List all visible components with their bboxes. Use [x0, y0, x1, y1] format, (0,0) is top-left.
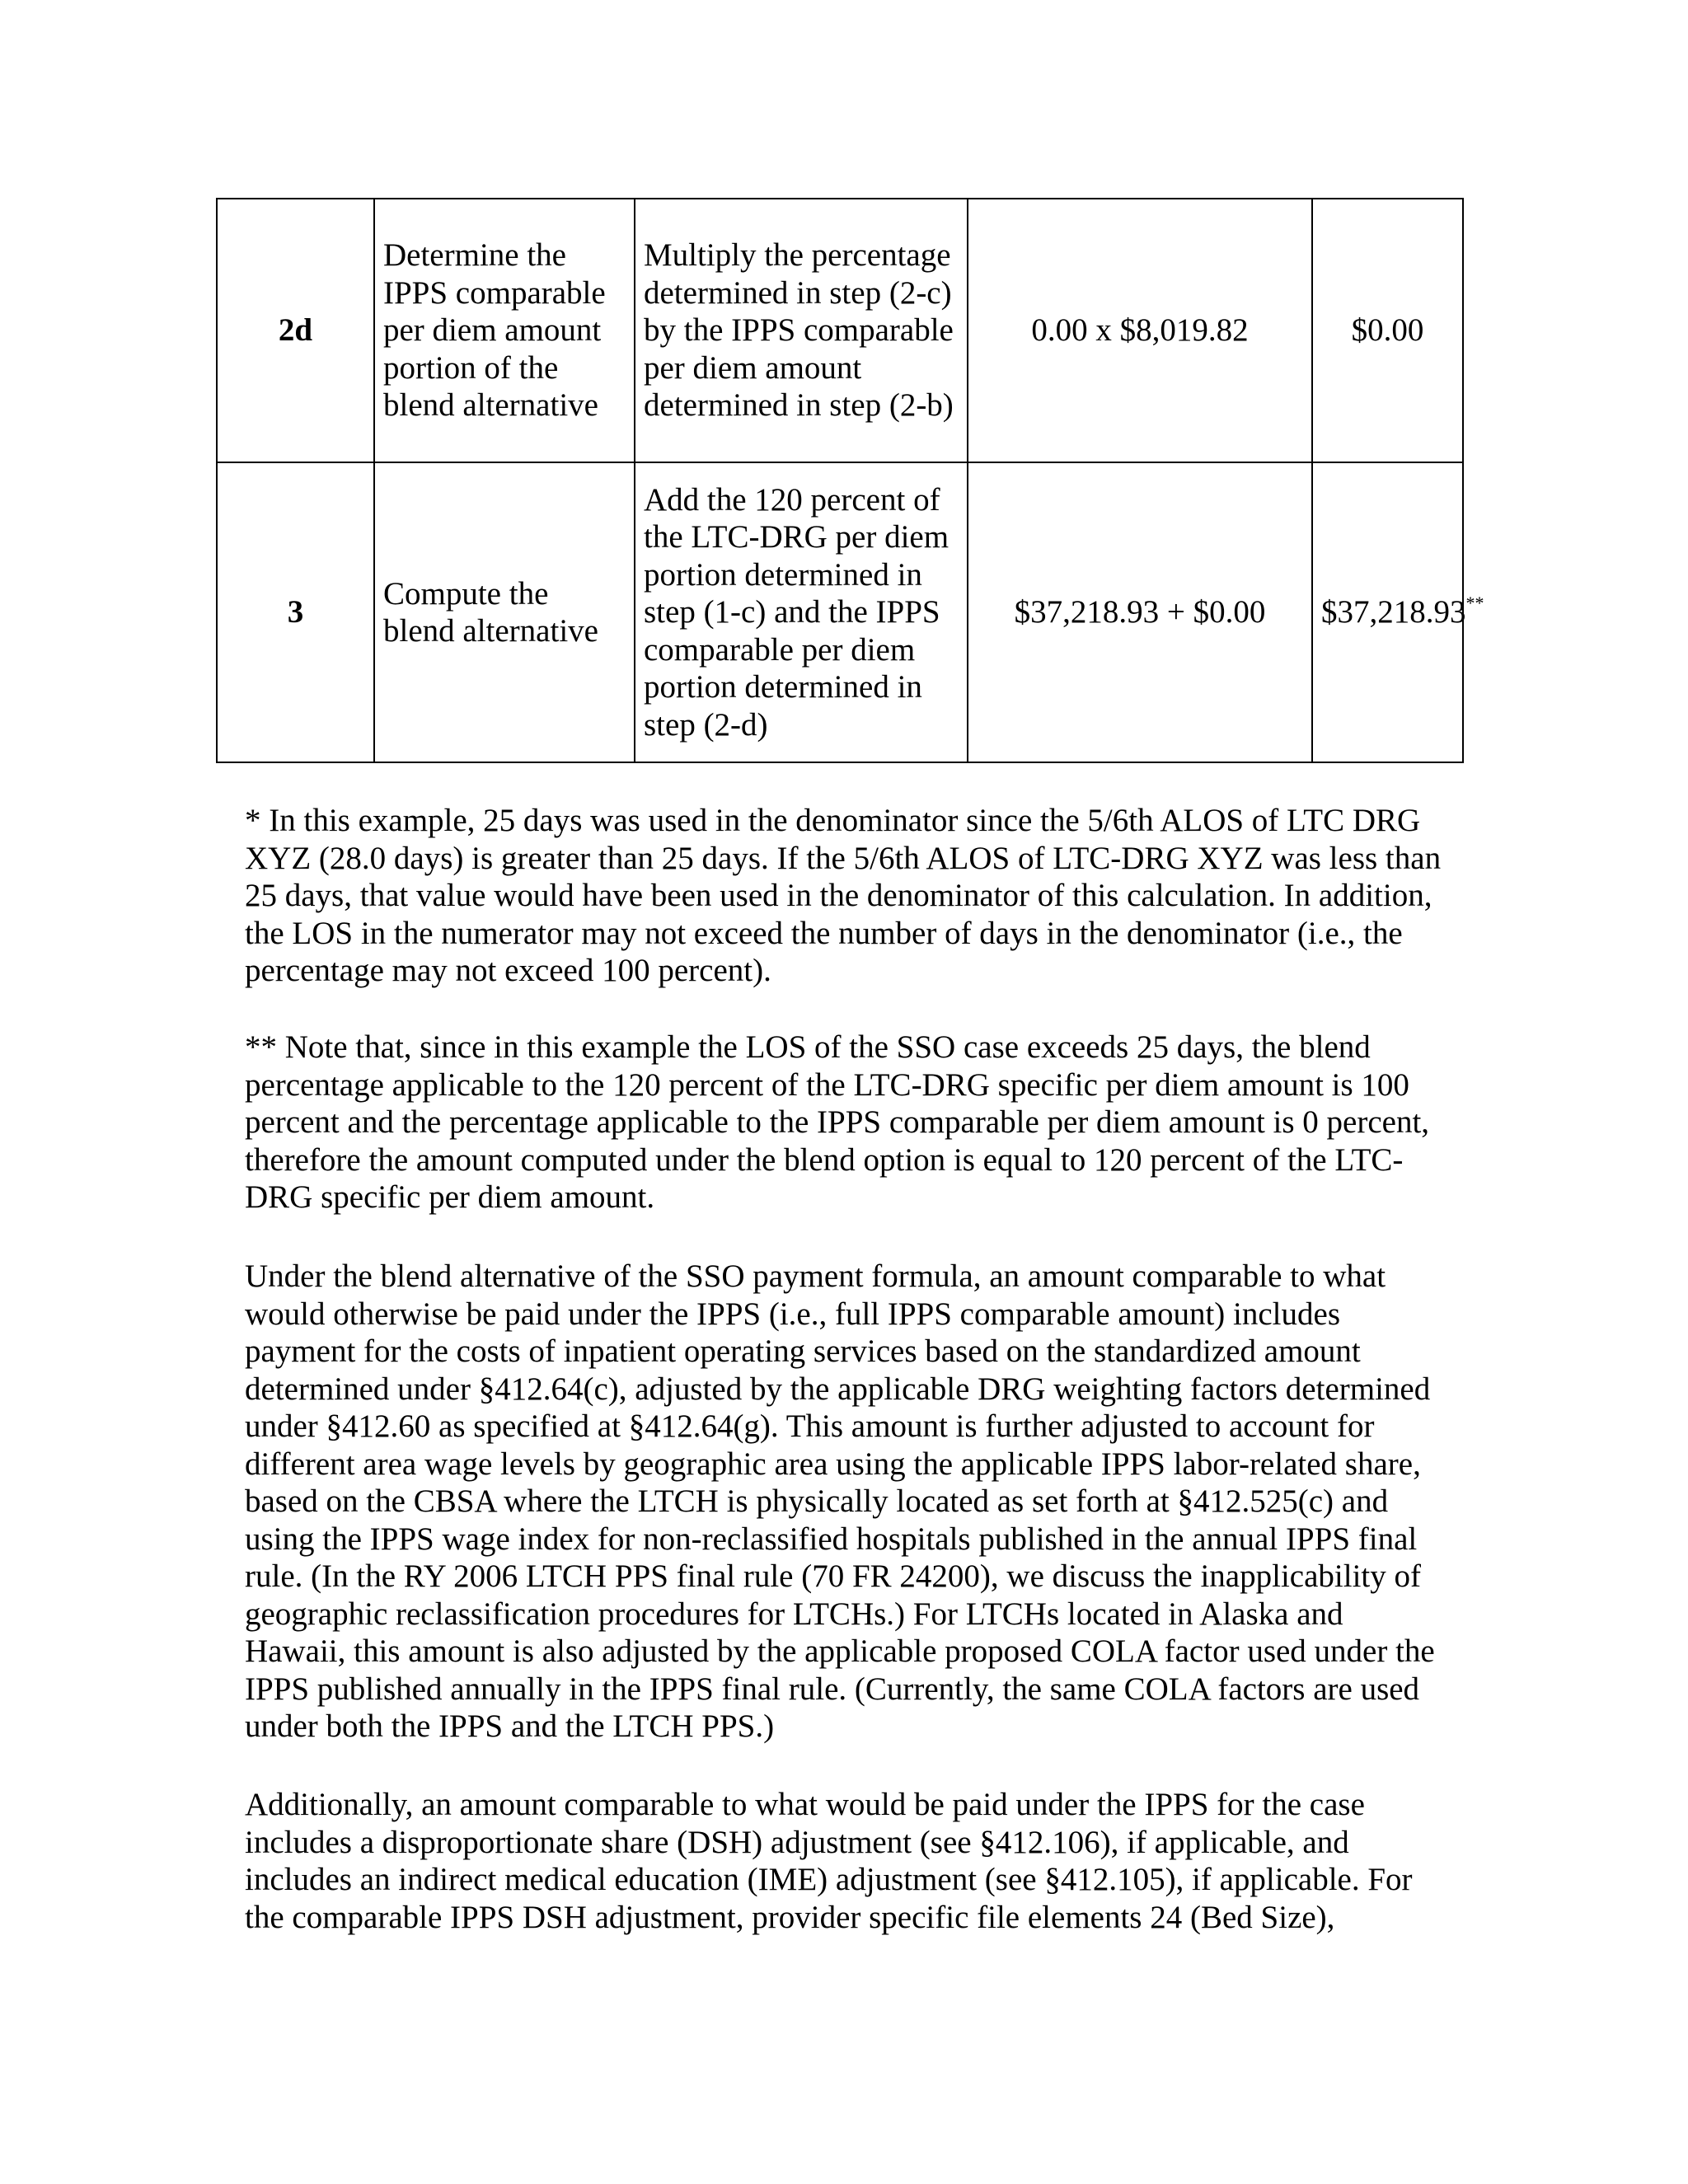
- step-result: [1312, 199, 1463, 462]
- step-number: 3: [217, 462, 374, 762]
- step-result: [1312, 462, 1484, 762]
- footnote-single-asterisk: * In this example, 25 days was used in the denominator since the 5/6th ALOS of LTC DRG XYZ (28.0 days) is greater than 25 days. If the 5/6th ALOS of LTC-DRG XYZ was less than 25 days, that value would have been used in the denominator of this calculation. In addition, the LOS in the numerator may not exceed the number of days in the denominator (i.e., the percentage may not exceed 100 percent).: [245, 803, 1442, 988]
- step-instruction: Add the 120 percent of the LTC-DRG per diem portion determined in step (1-c) and the IPPS comparable per diem portion determined in step (2-d): [635, 462, 968, 762]
- step-result-value: $0.00: [1351, 312, 1424, 349]
- footnote-marker: **: [1465, 593, 1484, 614]
- body-paragraph: Under the blend alternative of the SSO payment formula, an amount comparable to what would otherwise be paid under the IPPS (i.e., full IPPS comparable amount) includes payment for the costs of inpatient operating services based on the standardized amount determined under §412.64(c), adjusted by the applicable DRG weighting factors determined under §412.60 as specified at §412.64(g). This amount is further adjusted to account for different area wage levels by geographic area using the applicable IPPS labor-related share, based on the CBSA where the LTCH is physically located as set forth at §412.525(c) and using the IPPS wage index for non-reclassified hospitals published in the annual IPPS final rule. (In the RY 2006 LTCH PPS final rule (70 FR 24200), we discuss the inapplicability of geographic reclassification procedures for LTCHs.) For LTCHs located in Alaska and Hawaii, this amount is also adjusted by the applicable proposed COLA factor used under the IPPS published annually in the IPPS final rule. (Currently, the same COLA factors are used under both the IPPS and the LTCH PPS.): [245, 1258, 1435, 1744]
- step-calculation: $37,218.93 + $0.00: [968, 462, 1312, 762]
- step-description: Compute the blend alternative: [374, 462, 635, 762]
- step-result-value: $37,218.93: [1321, 594, 1466, 630]
- table-row: [217, 462, 1463, 762]
- step-number: 2d: [217, 199, 374, 462]
- step-description: Determine the IPPS comparable per diem amount portion of the blend alternative: [374, 199, 635, 462]
- sso-calculation-table: [216, 198, 1484, 763]
- step-instruction: Multiply the percentage determined in step (2-c) by the IPPS comparable per diem amount determined in step (2-b): [635, 199, 968, 462]
- step-calculation: 0.00 x $8,019.82: [968, 199, 1312, 462]
- footnote-double-asterisk: ** Note that, since in this example the LOS of the SSO case exceeds 25 days, the blend percentage applicable to the 120 percent of the LTC-DRG specific per diem amount is 100 percent and the percentage applicable to the IPPS comparable per diem amount is 0 percent, therefore the amount computed under the blend option is equal to 120 percent of the LTC-DRG specific per diem amount.: [245, 1029, 1430, 1215]
- table-row: [217, 199, 1463, 462]
- body-paragraph: Additionally, an amount comparable to what would be paid under the IPPS for the case includes a disproportionate share (DSH) adjustment (see §412.106), if applicable, and includes an indirect medical education (IME) adjustment (see §412.105), if applicable. For the comparable IPPS DSH adjustment, provider specific file elements 24 (Bed Size),: [245, 1787, 1413, 1935]
